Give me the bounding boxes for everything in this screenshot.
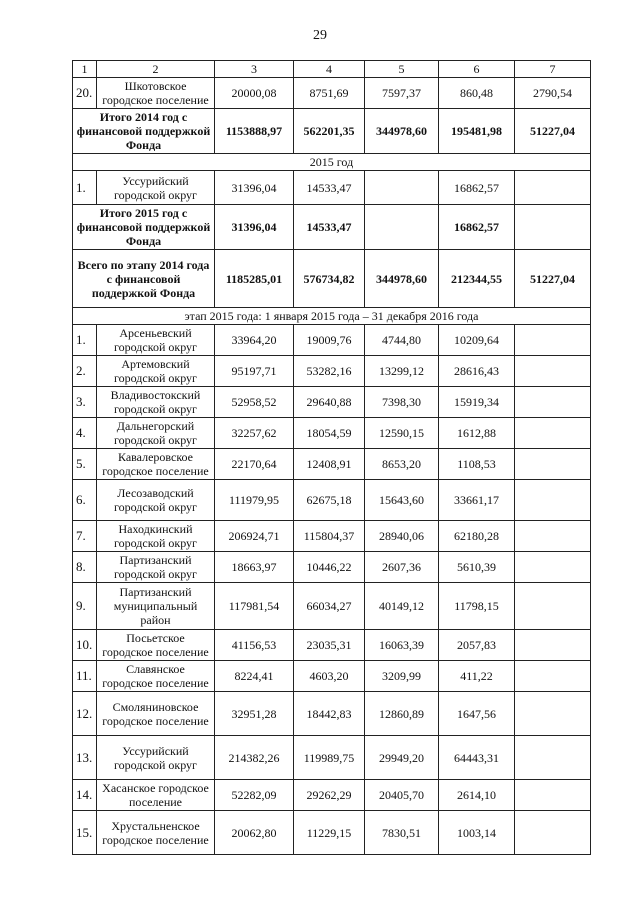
section-header-row bbox=[73, 154, 591, 171]
cell-value: 52958,52 bbox=[215, 387, 294, 418]
cell-value: 7830,51 bbox=[365, 811, 439, 855]
cell-value bbox=[515, 449, 591, 480]
cell-value: 8751,69 bbox=[294, 78, 365, 109]
table-row bbox=[73, 356, 591, 387]
cell-value: 62180,28 bbox=[439, 521, 515, 552]
total-row bbox=[73, 250, 591, 308]
cell-value: 22170,64 bbox=[215, 449, 294, 480]
section-title: этап 2015 года: 1 января 2015 года – 31 декабря 2016 года bbox=[73, 308, 591, 325]
total-value: 16862,57 bbox=[439, 205, 515, 250]
cell-value: 2607,36 bbox=[365, 552, 439, 583]
cell-value: 5610,39 bbox=[439, 552, 515, 583]
cell-value bbox=[515, 521, 591, 552]
cell-value: 66034,27 bbox=[294, 583, 365, 630]
cell-value: 32951,28 bbox=[215, 692, 294, 736]
row-number: 14. bbox=[73, 780, 97, 811]
cell-value: 13299,12 bbox=[365, 356, 439, 387]
row-number: 11. bbox=[73, 661, 97, 692]
cell-value: 32257,62 bbox=[215, 418, 294, 449]
municipality-name: Партизанский муниципальный район bbox=[97, 583, 215, 630]
column-number-row bbox=[73, 61, 591, 78]
row-number: 7. bbox=[73, 521, 97, 552]
row-number: 3. bbox=[73, 387, 97, 418]
cell-value: 12590,15 bbox=[365, 418, 439, 449]
table-row bbox=[73, 480, 591, 521]
municipality-name: Находкинский городской округ bbox=[97, 521, 215, 552]
total-label: Итого 2014 год с финансовой поддержкой Фонда bbox=[73, 109, 215, 154]
cell-value: 40149,12 bbox=[365, 583, 439, 630]
column-header: 3 bbox=[215, 61, 294, 78]
cell-value: 411,22 bbox=[439, 661, 515, 692]
cell-value bbox=[515, 325, 591, 356]
cell-value: 1108,53 bbox=[439, 449, 515, 480]
cell-value: 8224,41 bbox=[215, 661, 294, 692]
cell-value: 3209,99 bbox=[365, 661, 439, 692]
cell-value: 16063,39 bbox=[365, 630, 439, 661]
cell-value: 1647,56 bbox=[439, 692, 515, 736]
cell-value: 31396,04 bbox=[215, 171, 294, 205]
row-number: 20. bbox=[73, 78, 97, 109]
cell-value: 15643,60 bbox=[365, 480, 439, 521]
cell-value bbox=[515, 171, 591, 205]
total-label: Итого 2015 год с финансовой поддержкой Фонда bbox=[73, 205, 215, 250]
row-number: 9. bbox=[73, 583, 97, 630]
total-label: Всего по этапу 2014 года с финансовой поддержкой Фонда bbox=[73, 250, 215, 308]
total-value: 1185285,01 bbox=[215, 250, 294, 308]
total-value: 14533,47 bbox=[294, 205, 365, 250]
total-value: 562201,35 bbox=[294, 109, 365, 154]
table-row bbox=[73, 692, 591, 736]
cell-value: 53282,16 bbox=[294, 356, 365, 387]
table-row bbox=[73, 387, 591, 418]
column-header: 1 bbox=[73, 61, 97, 78]
cell-value: 12408,91 bbox=[294, 449, 365, 480]
table-row bbox=[73, 521, 591, 552]
column-header: 5 bbox=[365, 61, 439, 78]
cell-value: 16862,57 bbox=[439, 171, 515, 205]
municipality-name: Хасанское городское поселение bbox=[97, 780, 215, 811]
table-row bbox=[73, 171, 591, 205]
table-row bbox=[73, 78, 591, 109]
cell-value: 14533,47 bbox=[294, 171, 365, 205]
cell-value: 111979,95 bbox=[215, 480, 294, 521]
cell-value: 4744,80 bbox=[365, 325, 439, 356]
cell-value: 11229,15 bbox=[294, 811, 365, 855]
row-number: 13. bbox=[73, 736, 97, 780]
row-number: 2. bbox=[73, 356, 97, 387]
total-value: 212344,55 bbox=[439, 250, 515, 308]
municipality-name: Партизанский городской округ bbox=[97, 552, 215, 583]
cell-value: 12860,89 bbox=[365, 692, 439, 736]
row-number: 12. bbox=[73, 692, 97, 736]
cell-value: 20405,70 bbox=[365, 780, 439, 811]
total-value: 344978,60 bbox=[365, 250, 439, 308]
cell-value: 52282,09 bbox=[215, 780, 294, 811]
table-row bbox=[73, 325, 591, 356]
row-number: 6. bbox=[73, 480, 97, 521]
cell-value bbox=[515, 480, 591, 521]
section-title: 2015 год bbox=[73, 154, 591, 171]
municipality-name: Уссурийский городской округ bbox=[97, 171, 215, 205]
cell-value: 95197,71 bbox=[215, 356, 294, 387]
table-row bbox=[73, 780, 591, 811]
cell-value: 29640,88 bbox=[294, 387, 365, 418]
row-number: 15. bbox=[73, 811, 97, 855]
table-row bbox=[73, 736, 591, 780]
municipality-name: Славянское городское поселение bbox=[97, 661, 215, 692]
cell-value: 29262,29 bbox=[294, 780, 365, 811]
row-number: 5. bbox=[73, 449, 97, 480]
table-row bbox=[73, 811, 591, 855]
municipality-name: Арсеньевский городской округ bbox=[97, 325, 215, 356]
cell-value: 117981,54 bbox=[215, 583, 294, 630]
municipality-name: Хрустальненское городское поселение bbox=[97, 811, 215, 855]
cell-value bbox=[515, 661, 591, 692]
row-number: 1. bbox=[73, 171, 97, 205]
cell-value: 1612,88 bbox=[439, 418, 515, 449]
cell-value bbox=[365, 171, 439, 205]
table-row bbox=[73, 661, 591, 692]
municipality-name: Дальнегорский городской округ bbox=[97, 418, 215, 449]
cell-value: 19009,76 bbox=[294, 325, 365, 356]
municipality-name: Владивостокский городской округ bbox=[97, 387, 215, 418]
cell-value: 33661,17 bbox=[439, 480, 515, 521]
total-value bbox=[515, 205, 591, 250]
municipality-name: Уссурийский городской округ bbox=[97, 736, 215, 780]
cell-value: 18663,97 bbox=[215, 552, 294, 583]
cell-value: 1003,14 bbox=[439, 811, 515, 855]
cell-value bbox=[515, 692, 591, 736]
cell-value: 115804,37 bbox=[294, 521, 365, 552]
total-row bbox=[73, 109, 591, 154]
cell-value: 20062,80 bbox=[215, 811, 294, 855]
total-value: 51227,04 bbox=[515, 250, 591, 308]
cell-value: 23035,31 bbox=[294, 630, 365, 661]
table-row bbox=[73, 449, 591, 480]
cell-value bbox=[515, 630, 591, 661]
municipality-name: Лесозаводский городской округ bbox=[97, 480, 215, 521]
table-row bbox=[73, 583, 591, 630]
row-number: 8. bbox=[73, 552, 97, 583]
total-value: 1153888,97 bbox=[215, 109, 294, 154]
cell-value: 18054,59 bbox=[294, 418, 365, 449]
cell-value: 64443,31 bbox=[439, 736, 515, 780]
cell-value bbox=[515, 811, 591, 855]
cell-value: 33964,20 bbox=[215, 325, 294, 356]
row-number: 10. bbox=[73, 630, 97, 661]
column-header: 2 bbox=[97, 61, 215, 78]
total-value: 31396,04 bbox=[215, 205, 294, 250]
municipality-name: Посьетское городское поселение bbox=[97, 630, 215, 661]
cell-value: 860,48 bbox=[439, 78, 515, 109]
cell-value: 2614,10 bbox=[439, 780, 515, 811]
cell-value: 7398,30 bbox=[365, 387, 439, 418]
row-number: 1. bbox=[73, 325, 97, 356]
table-row bbox=[73, 630, 591, 661]
cell-value: 2057,83 bbox=[439, 630, 515, 661]
cell-value: 10446,22 bbox=[294, 552, 365, 583]
cell-value: 28940,06 bbox=[365, 521, 439, 552]
page-number: 29 bbox=[313, 28, 327, 43]
municipality-name: Шкотовское городское поселение bbox=[97, 78, 215, 109]
cell-value: 206924,71 bbox=[215, 521, 294, 552]
table-row bbox=[73, 418, 591, 449]
cell-value bbox=[515, 780, 591, 811]
cell-value: 18442,83 bbox=[294, 692, 365, 736]
cell-value: 11798,15 bbox=[439, 583, 515, 630]
cell-value bbox=[515, 418, 591, 449]
total-value: 51227,04 bbox=[515, 109, 591, 154]
cell-value: 28616,43 bbox=[439, 356, 515, 387]
section-header-row bbox=[73, 308, 591, 325]
table-row bbox=[73, 552, 591, 583]
cell-value bbox=[515, 583, 591, 630]
total-value: 195481,98 bbox=[439, 109, 515, 154]
cell-value: 8653,20 bbox=[365, 449, 439, 480]
cell-value: 4603,20 bbox=[294, 661, 365, 692]
cell-value: 29949,20 bbox=[365, 736, 439, 780]
municipality-name: Кавалеровское городское поселение bbox=[97, 449, 215, 480]
cell-value bbox=[515, 356, 591, 387]
municipality-name: Артемовский городской округ bbox=[97, 356, 215, 387]
cell-value: 214382,26 bbox=[215, 736, 294, 780]
total-value bbox=[365, 205, 439, 250]
row-number: 4. bbox=[73, 418, 97, 449]
total-row bbox=[73, 205, 591, 250]
total-value: 344978,60 bbox=[365, 109, 439, 154]
cell-value bbox=[515, 387, 591, 418]
column-header: 4 bbox=[294, 61, 365, 78]
cell-value: 62675,18 bbox=[294, 480, 365, 521]
cell-value: 41156,53 bbox=[215, 630, 294, 661]
cell-value bbox=[515, 552, 591, 583]
cell-value: 10209,64 bbox=[439, 325, 515, 356]
housing-program-table bbox=[72, 60, 591, 855]
column-header: 6 bbox=[439, 61, 515, 78]
cell-value: 2790,54 bbox=[515, 78, 591, 109]
cell-value: 20000,08 bbox=[215, 78, 294, 109]
cell-value: 15919,34 bbox=[439, 387, 515, 418]
cell-value: 7597,37 bbox=[365, 78, 439, 109]
total-value: 576734,82 bbox=[294, 250, 365, 308]
cell-value: 119989,75 bbox=[294, 736, 365, 780]
column-header: 7 bbox=[515, 61, 591, 78]
municipality-name: Смоляниновское городское поселение bbox=[97, 692, 215, 736]
cell-value bbox=[515, 736, 591, 780]
